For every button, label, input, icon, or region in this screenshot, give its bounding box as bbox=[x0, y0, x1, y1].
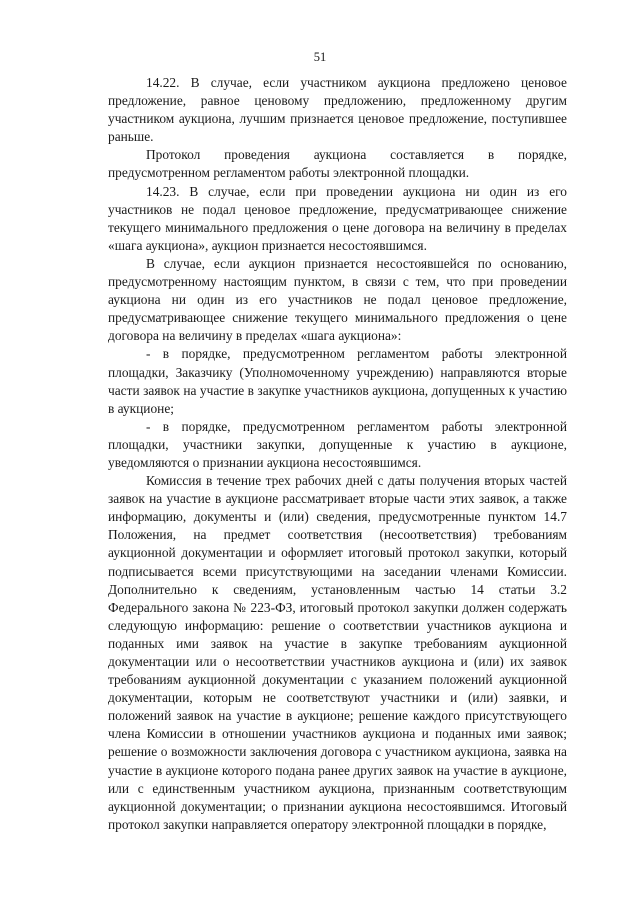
page-number: 51 bbox=[313, 50, 327, 64]
list-item-send-second-parts: - в порядке, предусмотренном регламентом работы электронной площадки, Заказчику (Уполномоченному учреждению) направляются вторые части заявок на участие в закупке участников аукциона, допущенных к участию в аукционе; bbox=[108, 346, 567, 416]
paragraph-auction-protocol: Протокол проведения аукциона составляется в порядке, предусмотренном регламентом работы электронной площадки. bbox=[108, 147, 567, 181]
paragraph-14-23: 14.23. В случае, если при проведении аукциона ни один из его участников не подал ценовое предложение, предусматривающее снижение текущего минимального предложения о цене договора на величину в пределах «шага аукциона», аукцион признается несостоявшимся. bbox=[108, 183, 567, 253]
list-item-notify-participants: - в порядке, предусмотренном регламентом работы электронной площадки, участники закупки, допущенные к участию в аукционе, уведомляются о признании аукциона несостоявшимся. bbox=[108, 418, 567, 470]
paragraph-commission-review: Комиссия в течение трех рабочих дней с даты получения вторых частей заявок на участие в аукционе рассматривает вторые части этих заявок, а также информацию, документы и (или) сведения, предусмотренные пунктом 14.7 Положения, на предмет соответствия (несоответствия) требованиям аукционной документации и оформляет итоговый протокол закупки, который подписывается всеми присутствующими на заседании членами Комиссии. Дополнительно к сведениям, установленным частью 14 статьи 3.2 Федерального закона № 223-ФЗ, итоговый протокол закупки должен содержать следующую информацию: решение о соответствии участников аукциона и поданных ими заявок на участие в закупке требованиям аукционной документации или о несоответствии участников аукциона и (или) их заявок требованиям аукционной документации с указанием положений аукционной документации, которым не соответствуют участники и (или) заявки, и положений заявок на участие в аукционе; решение каждого присутствующего члена Комиссии в отношении участников аукциона и поданных ими заявок; решение о возможности заключения договора с участником аукциона, заявка на участие в аукционе которого подана ранее других заявок на участие в аукционе, или с единственным участником аукциона, признанным соответствующим аукционной документации; о признании аукциона несостоявшимся. Итоговый протокол закупки направляется оператору электронной площадки в порядке, bbox=[108, 473, 567, 832]
paragraph-14-22: 14.22. В случае, если участником аукциона предложено ценовое предложение, равное ценовому предложению, предложенному другим участником аукциона, лучшим признается ценовое предложение, поступившее раньше. bbox=[108, 75, 567, 145]
paragraph-failed-auction: В случае, если аукцион признается несостоявшейся по основанию, предусмотренному настоящим пунктом, в связи с тем, что при проведении аукциона ни один из его участников не подал ценовое предложение, предусматривающее снижение текущего минимального предложения о цене договора на величину в пределах «шага аукциона»: bbox=[108, 255, 567, 344]
document-body bbox=[108, 74, 567, 834]
